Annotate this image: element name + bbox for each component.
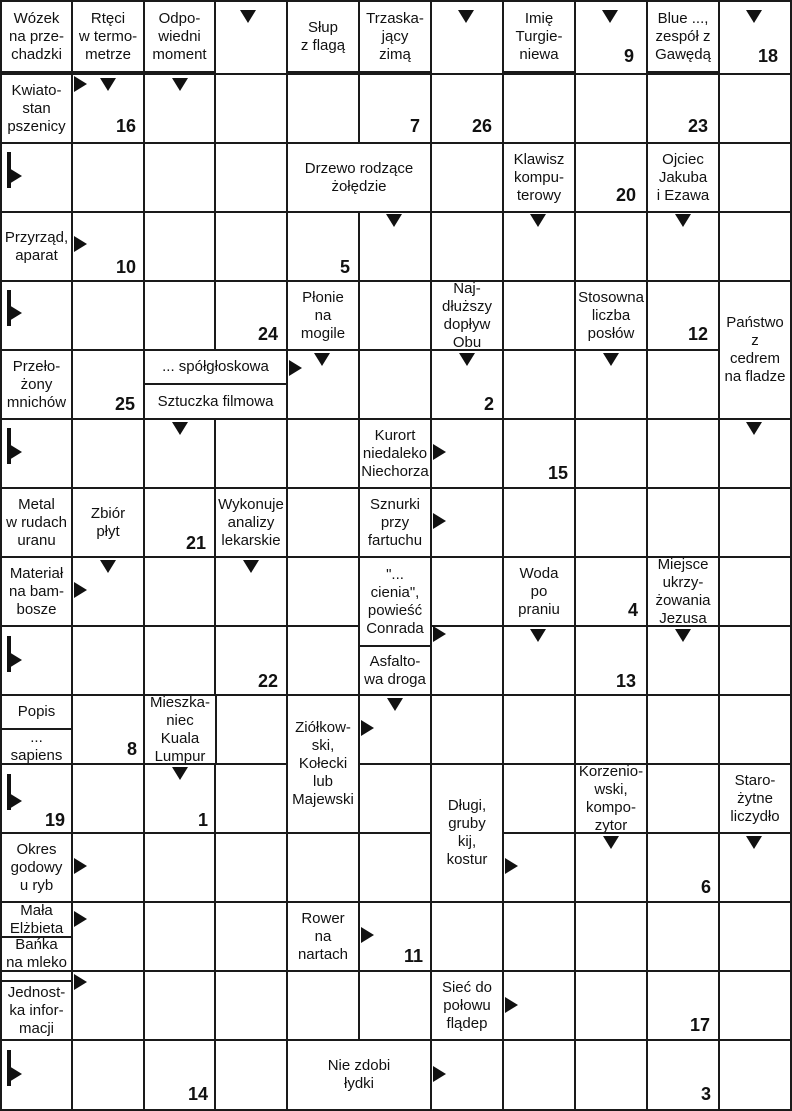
arrow-down-icon xyxy=(314,353,330,366)
grid-line xyxy=(0,349,792,351)
clue-box: Sieć do połowu flądер xyxy=(430,970,504,1041)
cell-number: 8 xyxy=(127,739,138,759)
clue-box: Sztuczka filmowa xyxy=(143,383,288,420)
arrow-down-icon xyxy=(172,422,188,435)
clue-box: ... sapiens xyxy=(0,728,73,765)
grid-line xyxy=(0,970,792,972)
arrow-down-icon xyxy=(603,353,619,366)
arrow-right-icon xyxy=(361,927,374,943)
clue-box: Nie zdobi łydki xyxy=(286,1039,432,1111)
cell-number: 21 xyxy=(186,533,207,553)
cell-number: 2 xyxy=(484,394,495,414)
cell-number: 26 xyxy=(472,116,493,136)
cell-number: 11 xyxy=(404,946,424,966)
arrow-down-icon xyxy=(240,10,256,23)
clue-box: Stosowna liczba posłów xyxy=(574,280,648,351)
clue-box: Ziółkow- ski, Kołecki lub Majewski xyxy=(286,694,360,834)
cell-number: 23 xyxy=(688,116,709,136)
clue-box: Płonie na mogile xyxy=(286,280,360,351)
grid-line xyxy=(0,901,792,903)
clue-box: Klawisz kompu- terowy xyxy=(502,142,576,213)
arrow-down-icon xyxy=(386,214,402,227)
clue-box: Państwo z cedrem na fladze xyxy=(718,280,792,420)
arrow-down-icon xyxy=(603,836,619,849)
clue-box: Bańka na mleko xyxy=(0,936,73,972)
arrow-down-icon xyxy=(675,214,691,227)
clue-box: Imię Turgie- niewa xyxy=(502,0,576,73)
clue-box: Mieszka- niec Kuala Lumpur xyxy=(143,694,217,765)
clue-box: Naj- dłuższy dopływ Obu xyxy=(430,280,504,351)
cell-number: 3 xyxy=(701,1084,712,1104)
clue-box: Mała Elżbieta xyxy=(0,901,73,938)
grid-line xyxy=(0,832,792,834)
arrow-right-icon xyxy=(505,858,518,874)
clue-box: Kurort niedaleko Niechorza xyxy=(358,418,432,489)
arrow-right-icon xyxy=(74,582,87,598)
arrow-down-icon xyxy=(746,10,762,23)
arrow-down-icon xyxy=(530,629,546,642)
arrow-right-icon xyxy=(74,911,87,927)
arrow-down-icon xyxy=(100,560,116,573)
cell-number: 1 xyxy=(198,810,209,830)
cell-number: 25 xyxy=(115,394,136,414)
clue-box: Blue ..., zespół z Gawędą xyxy=(646,0,720,73)
arrow-right-icon xyxy=(289,360,302,376)
arrow-right-icon xyxy=(433,444,446,460)
clue-box: Ojciec Jakuba i Ezawa xyxy=(646,142,720,213)
arrow-right-icon xyxy=(9,168,22,184)
clue-box: Przeło- żony mnichów xyxy=(0,349,73,420)
cell-number: 10 xyxy=(116,257,137,277)
arrow-right-icon xyxy=(74,974,87,990)
cell-number: 16 xyxy=(116,116,137,136)
cell-number: 17 xyxy=(690,1015,711,1035)
cell-number: 7 xyxy=(410,116,421,136)
arrow-right-icon xyxy=(433,1066,446,1082)
cell-number: 20 xyxy=(616,185,637,205)
clue-box: Kwiato- stan pszenicy xyxy=(0,73,73,144)
clue-box: Drzewo rodzące żołędzie xyxy=(286,142,432,213)
arrow-right-icon xyxy=(74,858,87,874)
grid-line xyxy=(0,73,792,75)
clue-box: Miejsce ukrzy- żowania Jezusa xyxy=(646,556,720,627)
arrow-right-icon xyxy=(9,305,22,321)
arrow-down-icon xyxy=(458,10,474,23)
clue-box: Staro- żytne liczydło xyxy=(718,763,792,834)
clue-box: Zbiór płyt xyxy=(71,487,145,558)
arrow-right-icon xyxy=(9,444,22,460)
cell-number: 9 xyxy=(624,46,635,66)
clue-box: Rtęci w termo- metrze xyxy=(71,0,145,73)
arrow-down-icon xyxy=(243,560,259,573)
clue-box: Korzenio- wski, kompo- zytor xyxy=(574,763,648,834)
clue-box: "... cienia", powieść Conrada xyxy=(358,556,432,647)
clue-box: Materiał na bam- bosze xyxy=(0,556,73,627)
clue-box: Metal w rudach uranu xyxy=(0,487,73,558)
clue-box: Woda po praniu xyxy=(502,556,576,627)
arrow-down-icon xyxy=(172,78,188,91)
grid-line xyxy=(0,763,792,765)
arrow-down-icon xyxy=(459,353,475,366)
grid-line xyxy=(0,280,792,282)
arrow-right-icon xyxy=(505,997,518,1013)
cell-number: 12 xyxy=(688,324,709,344)
clue-box: Rower na nartach xyxy=(286,901,360,972)
arrow-down-icon xyxy=(172,767,188,780)
cell-number: 6 xyxy=(701,877,712,897)
cell-number: 24 xyxy=(258,324,279,344)
clue-box: Wózek na prze- chadzki xyxy=(0,0,73,73)
clue-box: Okres godowy u ryb xyxy=(0,832,73,903)
arrow-right-icon xyxy=(9,793,22,809)
arrow-right-icon xyxy=(9,1066,22,1082)
clue-box: Popis xyxy=(0,694,73,730)
cell-number: 22 xyxy=(258,671,279,691)
arrow-right-icon xyxy=(9,652,22,668)
arrow-right-icon xyxy=(433,626,446,642)
cell-number: 13 xyxy=(616,671,637,691)
arrow-down-icon xyxy=(675,629,691,642)
clue-box: Długi, gruby kij, kostur xyxy=(430,763,504,903)
clue-box: Asfalto- wa droga xyxy=(358,645,432,696)
clue-box: Przyrząd, aparat xyxy=(0,211,73,282)
arrow-right-icon xyxy=(433,513,446,529)
cell-number: 18 xyxy=(758,46,779,66)
cell-number: 19 xyxy=(45,810,66,830)
cell-number: 4 xyxy=(628,600,639,620)
clue-box: Trzaska- jący zimą xyxy=(358,0,432,73)
arrow-down-icon xyxy=(746,836,762,849)
arrow-down-icon xyxy=(530,214,546,227)
arrow-down-icon xyxy=(746,422,762,435)
clue-box: ... spółgłoskowa xyxy=(143,349,288,385)
clue-box: Sznurki przy fartuchu xyxy=(358,487,432,558)
clue-box: Odpo- wiedni moment xyxy=(143,0,216,73)
arrow-down-icon xyxy=(100,78,116,91)
cell-number: 15 xyxy=(548,463,569,483)
clue-box: Słup z flagą xyxy=(286,0,360,73)
cell-number: 14 xyxy=(188,1084,209,1104)
clue-box: Jednost- ka infor- macji xyxy=(0,980,73,1041)
arrow-right-icon xyxy=(361,720,374,736)
arrow-right-icon xyxy=(74,236,87,252)
cell-number: 5 xyxy=(340,257,351,277)
arrow-down-icon xyxy=(387,698,403,711)
arrow-right-icon xyxy=(74,76,87,92)
arrow-down-icon xyxy=(602,10,618,23)
clue-box: Wykonuje analizy lekarskie xyxy=(214,487,288,558)
